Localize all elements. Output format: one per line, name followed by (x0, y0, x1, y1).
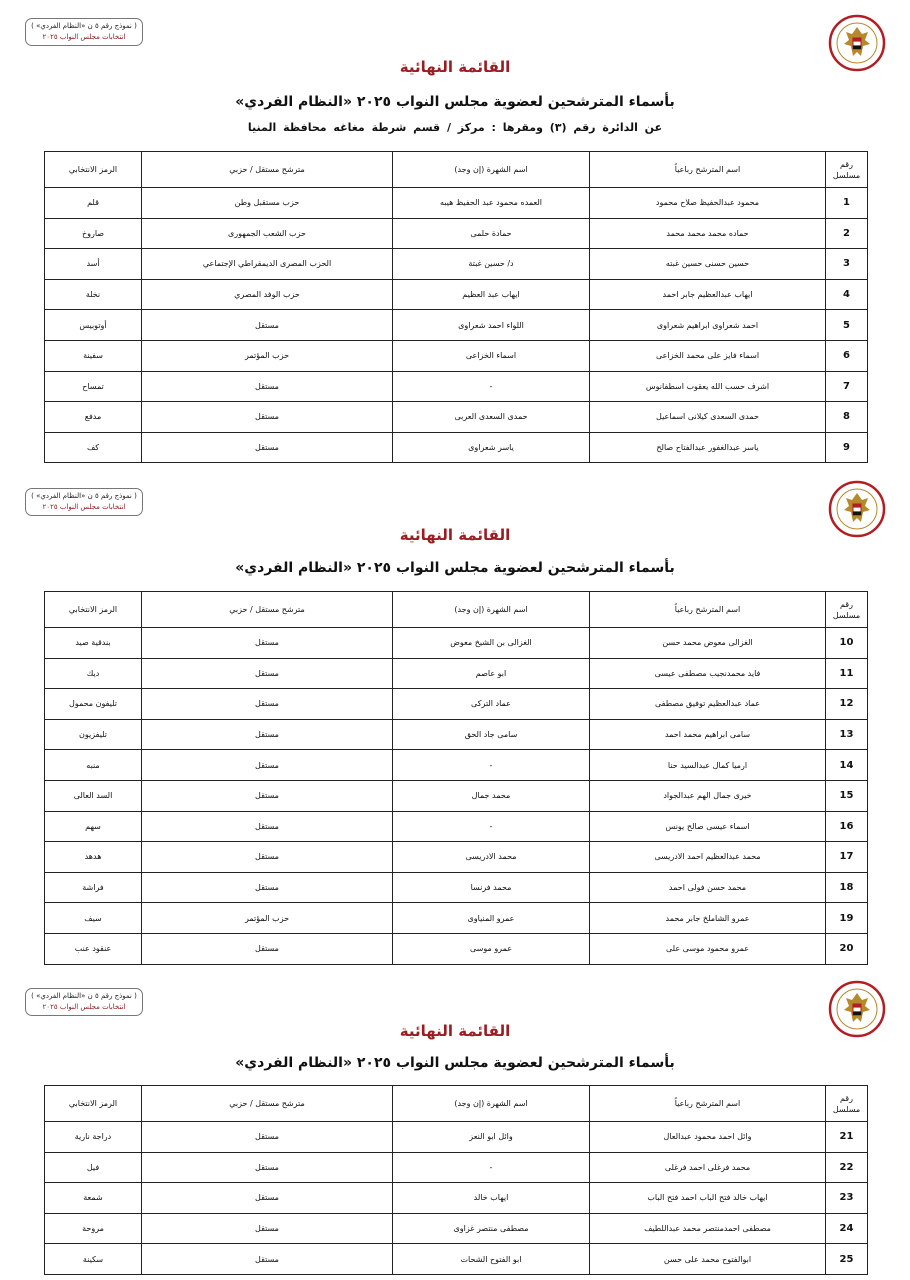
header-party: مترشح مستقل / حزبي (142, 1086, 393, 1122)
cell-party-affiliation: مستقل (142, 1122, 393, 1153)
cell-serial-number: 9 (826, 432, 868, 463)
cell-electoral-symbol: دراجة نارية (45, 1122, 142, 1153)
table-row (45, 750, 868, 781)
cell-candidate-name: ياسر عبدالغفور عبدالفتاح صالح (590, 432, 826, 463)
cell-candidate-name: عمرو محمود موسى على (590, 933, 826, 964)
cell-popular-name: - (393, 750, 590, 781)
table-row (45, 218, 868, 249)
cell-candidate-name: محمد حسن فولى احمد (590, 872, 826, 903)
document-subtitle: بأسماء المترشحين لعضوية مجلس النواب ٢٠٢٥ «النظام الفردي» (235, 560, 675, 576)
form-number-label: ( نموذج رقم ٥ ن «النظام الفردي» ) (31, 492, 137, 500)
document-subtitle: بأسماء المترشحين لعضوية مجلس النواب ٢٠٢٥ «النظام الفردي» (235, 94, 675, 110)
cell-serial-number: 3 (826, 249, 868, 280)
table-row (45, 780, 868, 811)
cell-popular-name: ابو الفتوح الشحات (393, 1244, 590, 1275)
cell-serial-number: 22 (826, 1152, 868, 1183)
cell-popular-name: ايهاب خالد (393, 1183, 590, 1214)
cell-party-affiliation: مستقل (142, 933, 393, 964)
cell-electoral-symbol: سفينة (45, 340, 142, 371)
header-party: مترشح مستقل / حزبي (142, 152, 393, 188)
cell-electoral-symbol: سهم (45, 811, 142, 842)
cell-popular-name: العمده محمود عبد الحفيظ هيبه (393, 188, 590, 219)
cell-party-affiliation: مستقل (142, 1213, 393, 1244)
district-line: عن الدائرة رقم (٣) ومقرها : مركز / قسم شرطة مغاغه محافظة المنيا (247, 121, 663, 134)
table-row (45, 1152, 868, 1183)
cell-electoral-symbol: صاروخ (45, 218, 142, 249)
cell-serial-number: 1 (826, 188, 868, 219)
cell-electoral-symbol: بندقية صيد (45, 628, 142, 659)
header-party: مترشح مستقل / حزبي (142, 592, 393, 628)
cell-party-affiliation: حزب الوفد المصري (142, 279, 393, 310)
cell-serial-number: 10 (826, 628, 868, 659)
candidates-table (44, 1085, 868, 1275)
cell-popular-name: محمد جمال (393, 780, 590, 811)
cell-candidate-name: حسين حسنى حسين غبته (590, 249, 826, 280)
table-header-row (45, 152, 868, 188)
header-num: رقم مسلسل (826, 152, 868, 188)
cell-serial-number: 8 (826, 402, 868, 433)
table-row (45, 719, 868, 750)
table-row (45, 872, 868, 903)
table-row (45, 842, 868, 873)
cell-candidate-name: فايد محمدنجيب مصطفى عيسى (590, 658, 826, 689)
cell-candidate-name: حماده محمد محمد محمد (590, 218, 826, 249)
cell-popular-name: محمد فرنسا (393, 872, 590, 903)
cell-popular-name: وائل ابو النعز (393, 1122, 590, 1153)
cell-party-affiliation: حزب المؤتمر (142, 903, 393, 934)
header-num: رقم مسلسل (826, 592, 868, 628)
elections-label: انتخابات مجلس النواب ٢٠٢٥ (42, 503, 126, 511)
table-header-row (45, 592, 868, 628)
table-row (45, 689, 868, 720)
cell-serial-number: 6 (826, 340, 868, 371)
cell-party-affiliation: مستقل (142, 1244, 393, 1275)
cell-popular-name: حمدى السعدى العربى (393, 402, 590, 433)
cell-serial-number: 23 (826, 1183, 868, 1214)
cell-party-affiliation: مستقل (142, 842, 393, 873)
cell-party-affiliation: مستقل (142, 811, 393, 842)
cell-popular-name: اللواء احمد شعراوى (393, 310, 590, 341)
table-row (45, 371, 868, 402)
form-label-box (25, 18, 143, 46)
cell-candidate-name: اسماء عيسى صالح يونس (590, 811, 826, 842)
cell-popular-name: عمرو المنياوى (393, 903, 590, 934)
table-row (45, 1213, 868, 1244)
table-row (45, 658, 868, 689)
table-row (45, 1122, 868, 1153)
cell-electoral-symbol: ديك (45, 658, 142, 689)
cell-candidate-name: اشرف حسب الله يعقوب اسطفانوس (590, 371, 826, 402)
table-row (45, 903, 868, 934)
cell-serial-number: 12 (826, 689, 868, 720)
cell-electoral-symbol: أوتوبيس (45, 310, 142, 341)
cell-candidate-name: حمدى السعدى كيلانى اسماعيل (590, 402, 826, 433)
table-row (45, 188, 868, 219)
candidates-table (44, 151, 868, 463)
table-row (45, 279, 868, 310)
cell-electoral-symbol: سيف (45, 903, 142, 934)
cell-serial-number: 13 (826, 719, 868, 750)
cell-serial-number: 14 (826, 750, 868, 781)
cell-popular-name: ابو عاصم (393, 658, 590, 689)
cell-electoral-symbol: تليفون محمول (45, 689, 142, 720)
form-label-box (25, 488, 143, 516)
header-symbol: الرمز الانتخابي (45, 152, 142, 188)
cell-candidate-name: ابوالفتوح محمد على حسن (590, 1244, 826, 1275)
table-row (45, 402, 868, 433)
cell-candidate-name: وائل احمد محمود عبدالعال (590, 1122, 826, 1153)
cell-serial-number: 25 (826, 1244, 868, 1275)
cell-serial-number: 4 (826, 279, 868, 310)
cell-electoral-symbol: تليفزيون (45, 719, 142, 750)
header-name: اسم المترشح رباعياً (590, 592, 826, 628)
cell-serial-number: 17 (826, 842, 868, 873)
cell-popular-name: - (393, 1152, 590, 1183)
table-row (45, 340, 868, 371)
cell-electoral-symbol: تمساح (45, 371, 142, 402)
cell-party-affiliation: حزب المؤتمر (142, 340, 393, 371)
header-num: رقم مسلسل (826, 1086, 868, 1122)
cell-popular-name: مصطفى منتصر غزاوى (393, 1213, 590, 1244)
header-symbol: الرمز الانتخابي (45, 592, 142, 628)
table-row (45, 432, 868, 463)
cell-candidate-name: سامى ابراهيم محمد احمد (590, 719, 826, 750)
cell-candidate-name: ارميا كمال عبدالسيد حنا (590, 750, 826, 781)
final-list-title: القائمة النهائية (399, 526, 511, 544)
cell-electoral-symbol: فراشة (45, 872, 142, 903)
table-row (45, 933, 868, 964)
cell-electoral-symbol: فيل (45, 1152, 142, 1183)
cell-popular-name: د/ حسين غبتة (393, 249, 590, 280)
cell-party-affiliation: مستقل (142, 689, 393, 720)
cell-popular-name: ياسر شعراوى (393, 432, 590, 463)
header-symbol: الرمز الانتخابي (45, 1086, 142, 1122)
table-row (45, 1244, 868, 1275)
final-list-title: القائمة النهائية (399, 1022, 511, 1040)
header-name: اسم المترشح رباعياً (590, 152, 826, 188)
elections-label: انتخابات مجلس النواب ٢٠٢٥ (42, 1003, 126, 1011)
cell-candidate-name: ايهاب عبدالعظيم جابر احمد (590, 279, 826, 310)
cell-popular-name: سامى جاد الحق (393, 719, 590, 750)
elections-label: انتخابات مجلس النواب ٢٠٢٥ (42, 33, 126, 41)
cell-popular-name: - (393, 371, 590, 402)
cell-serial-number: 20 (826, 933, 868, 964)
header-fame: اسم الشهرة (إن وجد) (393, 592, 590, 628)
cell-popular-name: عماد التركى (393, 689, 590, 720)
cell-serial-number: 5 (826, 310, 868, 341)
cell-candidate-name: خيرى جمال الهم عبدالجواد (590, 780, 826, 811)
cell-party-affiliation: مستقل (142, 310, 393, 341)
cell-serial-number: 21 (826, 1122, 868, 1153)
cell-party-affiliation: مستقل (142, 780, 393, 811)
table-row (45, 1183, 868, 1214)
candidates-table (44, 591, 868, 965)
cell-popular-name: اسماء الخزاعى (393, 340, 590, 371)
cell-candidate-name: عمرو الشاملخ جابر محمد (590, 903, 826, 934)
header-name: اسم المترشح رباعياً (590, 1086, 826, 1122)
cell-serial-number: 11 (826, 658, 868, 689)
table-row (45, 628, 868, 659)
cell-party-affiliation: مستقل (142, 371, 393, 402)
cell-popular-name: ايهاب عبد العظيم (393, 279, 590, 310)
cell-party-affiliation: الحزب المصرى الديمقراطي الإجتماعي (142, 249, 393, 280)
cell-candidate-name: اسماء فايز على محمد الخزاعى (590, 340, 826, 371)
cell-serial-number: 7 (826, 371, 868, 402)
cell-party-affiliation: مستقل (142, 750, 393, 781)
table-row (45, 249, 868, 280)
cell-candidate-name: احمد شعراوى ابراهيم شعراوى (590, 310, 826, 341)
cell-party-affiliation: مستقل (142, 432, 393, 463)
form-number-label: ( نموذج رقم ٥ ن «النظام الفردي» ) (31, 992, 137, 1000)
header-fame: اسم الشهرة (إن وجد) (393, 152, 590, 188)
header-fame: اسم الشهرة (إن وجد) (393, 1086, 590, 1122)
cell-popular-name: عمرو موسى (393, 933, 590, 964)
cell-party-affiliation: مستقل (142, 402, 393, 433)
cell-electoral-symbol: مروحة (45, 1213, 142, 1244)
cell-electoral-symbol: أسد (45, 249, 142, 280)
cell-party-affiliation: مستقل (142, 628, 393, 659)
cell-candidate-name: مصطفى احمدمنتصر محمد عبداللطيف (590, 1213, 826, 1244)
cell-electoral-symbol: كف (45, 432, 142, 463)
cell-candidate-name: ايهاب خالد فتح الباب احمد فتح الباب (590, 1183, 826, 1214)
cell-popular-name: الغزالى بن الشيخ معوض (393, 628, 590, 659)
form-label-box (25, 988, 143, 1016)
cell-electoral-symbol: هدهد (45, 842, 142, 873)
cell-party-affiliation: حزب الشعب الجمهورى (142, 218, 393, 249)
cell-serial-number: 15 (826, 780, 868, 811)
cell-serial-number: 24 (826, 1213, 868, 1244)
cell-party-affiliation: مستقل (142, 1183, 393, 1214)
cell-electoral-symbol: منبه (45, 750, 142, 781)
cell-candidate-name: محمد فرغلى احمد فرغلى (590, 1152, 826, 1183)
cell-party-affiliation: مستقل (142, 872, 393, 903)
cell-popular-name: حمادة حلمى (393, 218, 590, 249)
cell-candidate-name: محمود عبدالحفيظ صلاح محمود (590, 188, 826, 219)
cell-electoral-symbol: شمعة (45, 1183, 142, 1214)
table-row (45, 310, 868, 341)
table-row (45, 811, 868, 842)
cell-party-affiliation: مستقل (142, 719, 393, 750)
document-subtitle: بأسماء المترشحين لعضوية مجلس النواب ٢٠٢٥ «النظام الفردي» (235, 1055, 675, 1071)
cell-candidate-name: محمد عبدالعظيم احمد الادريسى (590, 842, 826, 873)
cell-serial-number: 2 (826, 218, 868, 249)
cell-serial-number: 18 (826, 872, 868, 903)
cell-electoral-symbol: قلم (45, 188, 142, 219)
cell-electoral-symbol: السد العالى (45, 780, 142, 811)
cell-popular-name: - (393, 811, 590, 842)
cell-party-affiliation: مستقل (142, 1152, 393, 1183)
cell-electoral-symbol: نخلة (45, 279, 142, 310)
cell-popular-name: محمد الادريسى (393, 842, 590, 873)
cell-serial-number: 16 (826, 811, 868, 842)
cell-electoral-symbol: مدفع (45, 402, 142, 433)
cell-serial-number: 19 (826, 903, 868, 934)
cell-electoral-symbol: سكينة (45, 1244, 142, 1275)
cell-candidate-name: الغزالى معوض محمد حسن (590, 628, 826, 659)
form-number-label: ( نموذج رقم ٥ ن «النظام الفردي» ) (31, 22, 137, 30)
cell-party-affiliation: حزب مستقبل وطن (142, 188, 393, 219)
final-list-title: القائمة النهائية (399, 58, 511, 76)
table-header-row (45, 1086, 868, 1122)
cell-electoral-symbol: عنقود عنب (45, 933, 142, 964)
cell-party-affiliation: مستقل (142, 658, 393, 689)
cell-candidate-name: عماد عبدالعظيم توفيق مصطفى (590, 689, 826, 720)
